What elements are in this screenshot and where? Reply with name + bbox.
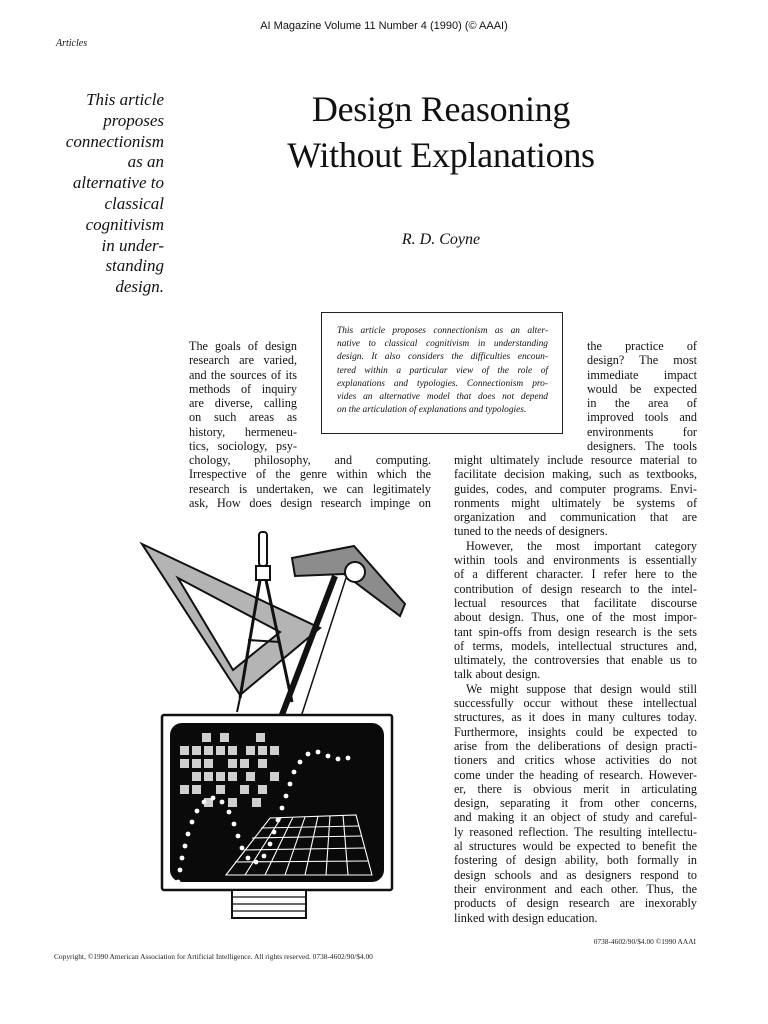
pullquote-line: alternative to (72, 173, 164, 193)
pullquote-line: cognitivism (85, 214, 164, 234)
body-line: in the area of (587, 396, 697, 411)
document-number: 0738-4602/90/$4.00 ©1990 AAAI (593, 937, 696, 946)
body-line: design schools and as designers respond to (454, 867, 697, 882)
pullquote-line: standing (105, 256, 164, 276)
pullquote-line: This article (86, 90, 164, 109)
abstract-line: design. It also considers the difficulties encoun- (337, 352, 548, 363)
body-line: research is undertaken, we can legitimately (189, 481, 431, 496)
pullquote-line: connectionism (65, 131, 164, 151)
body-line: are diverse, calling (189, 396, 297, 411)
pullquote-line: as an (127, 152, 164, 172)
abstract-line: vides an alternative model that does not depend (337, 392, 548, 403)
body-line: structures, as it does in many cultures today. (454, 710, 697, 725)
body-line: Furthermore, insights could be expected to (454, 724, 697, 739)
abstract-line: on the articulation of explanations and typologies. (337, 405, 527, 416)
pullquote-line: in under- (101, 235, 164, 255)
pullquote-line: classical (104, 193, 164, 213)
body-line: of a different character. I refer here to the (454, 567, 697, 582)
section-label: Articles (56, 38, 88, 49)
pullquote-line: design. (115, 277, 164, 297)
abstract-line: explanations and typologies. Connectionism pro- (337, 378, 548, 389)
body-line: Irrespective of the genre within which the (189, 467, 431, 482)
body-line: research are varied, (189, 353, 297, 368)
body-line: design, separating it from other concerns, (454, 796, 697, 811)
body-line: successfully occur without these intellectual (454, 696, 697, 711)
abstract-line: This article proposes connectionism as an alter- (337, 326, 548, 336)
body-line: and making it an object of study and careful- (454, 810, 697, 825)
body-line: on such areas as (189, 410, 297, 425)
body-line: and the sources of its (189, 367, 297, 382)
drafting-tools-illustration (130, 530, 430, 925)
body-line: arise from the deliberations of design practi- (454, 738, 697, 753)
body-line: methods of inquiry (189, 381, 297, 396)
body-line: tioners and critics whose activities do not (454, 753, 697, 768)
body-line: However, the most important category (466, 538, 697, 553)
abstract-line: tered within a particular view of the role of (337, 365, 548, 376)
body-line: tuned to the needs of designers. (454, 524, 608, 539)
body-line: guides, codes, and computer programs. Envi- (454, 481, 697, 496)
abstract-box (321, 312, 563, 434)
body-line: within tools and environments is essentially (454, 553, 697, 568)
body-line: tant spin-offs from design research is the sets (454, 624, 697, 639)
body-line: al structures would be expected to benefit the (454, 839, 697, 854)
body-line: come under the heading of research. However- (454, 767, 697, 782)
body-line: ly reasoned reflection. The resulting intellectu- (454, 824, 697, 839)
copyright-notice: Copyright, ©1990 American Association for Artificial Intelligence. All rights reserved. 0738-4602/90/$4.00 (54, 952, 373, 961)
body-line: the practice of (587, 339, 697, 353)
body-line: ultimately, the controversies that enable us to (454, 653, 697, 668)
body-line: immediate impact (587, 367, 697, 382)
body-line: environments for (587, 424, 697, 439)
body-line: chology, philosophy, and computing. (189, 453, 431, 467)
body-line: er, there is obvious merit in articulating (454, 781, 697, 796)
body-line: might ultimately include resource material to (454, 453, 697, 467)
body-line: ronments might ultimately be systems of (454, 495, 697, 510)
body-line: linked with design education. (454, 910, 598, 925)
body-line: talk about design. (454, 667, 541, 682)
body-line: would be expected (587, 381, 697, 396)
title-line: Design Reasoning (311, 89, 571, 129)
right-column-narrow (587, 339, 697, 453)
body-line: products of design research are inexorably (454, 896, 697, 911)
journal-header: AI Magazine Volume 11 Number 4 (1990) (© AAAI) (260, 20, 508, 32)
body-line: ask, How does design research impinge on (189, 495, 431, 510)
left-column-narrow (189, 339, 297, 453)
body-line: We might suppose that design would still (466, 681, 697, 696)
body-line: tics, sociology, psy- (189, 439, 297, 454)
author: R. D. Coyne (401, 231, 481, 248)
pullquote (40, 90, 164, 298)
body-line: fostering of design ability, both formally in (454, 853, 697, 868)
abstract-line: native to classical cognitivism in understanding (337, 339, 548, 350)
title-line: Without Explanations (287, 135, 595, 175)
body-line: lectual resources that facilitate discourse (454, 595, 697, 610)
body-line: their environment and each other. Thus, the (454, 881, 697, 896)
body-line: history, hermeneu- (189, 424, 297, 439)
body-line: facilitate decision making, such as textbooks, (454, 467, 697, 482)
body-line: The goals of design (189, 339, 297, 353)
body-line: design? The most (587, 353, 697, 368)
body-line: designers. The tools (587, 439, 697, 454)
monitor-icon (162, 715, 392, 918)
body-line: about design. Thus, one of the most impor- (454, 610, 697, 625)
pullquote-line: proposes (103, 110, 164, 130)
body-line: of terms, models, intellectual structures and, (454, 638, 697, 653)
left-column-wide (189, 453, 431, 510)
body-line: improved tools and (587, 410, 697, 425)
body-line: contribution of design research to the intel- (454, 581, 697, 596)
body-line: organization and communication that are (454, 510, 697, 525)
right-column-wide (454, 453, 697, 925)
article-title (190, 86, 692, 178)
